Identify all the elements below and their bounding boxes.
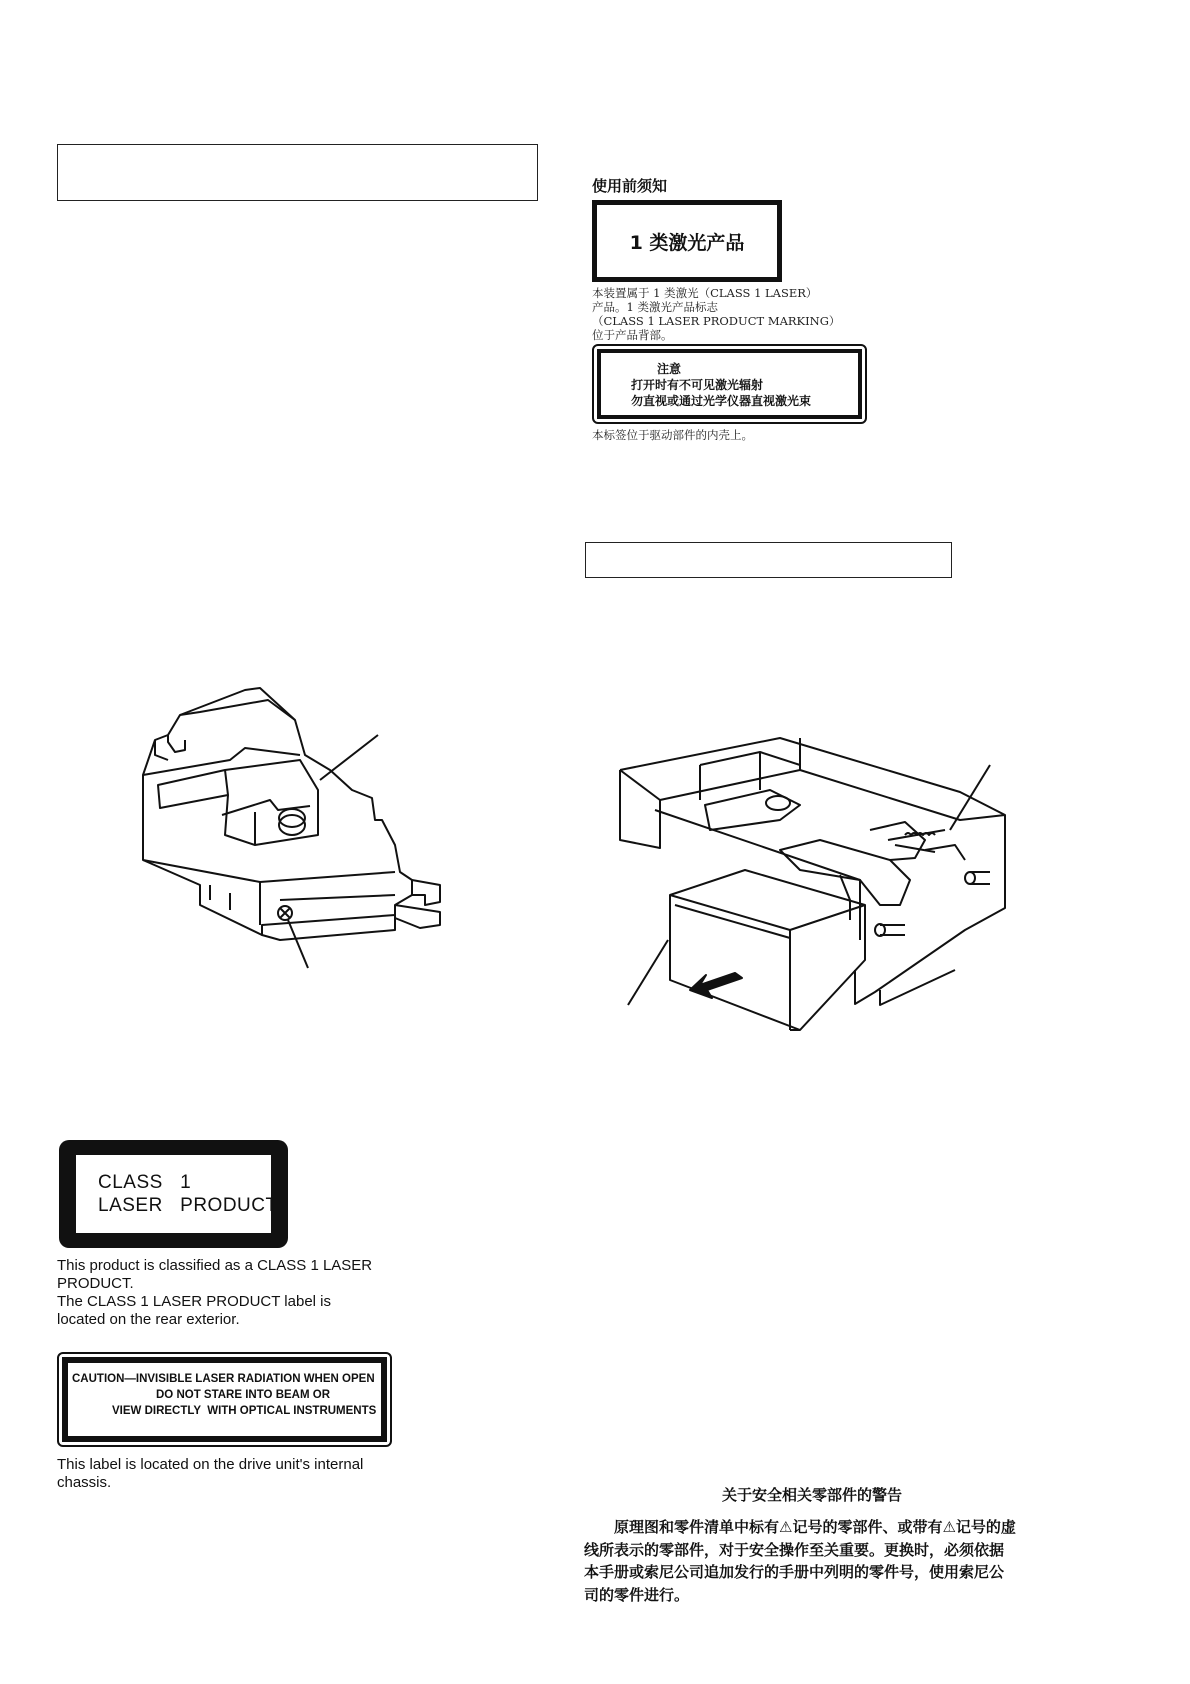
cn-warning-title: 关于安全相关零部件的警告	[722, 1486, 903, 1504]
en-caution-line: DO NOT STARE INTO BEAM OR	[156, 1389, 330, 1401]
en-caution-line: CAUTION—INVISIBLE LASER RADIATION WHEN OPEN	[72, 1373, 375, 1385]
cn-warning-body-line: 司的零件进行。	[584, 1585, 690, 1604]
en-class1-note-line: The CLASS 1 LASER PRODUCT label is	[57, 1293, 331, 1310]
en-class1-note-line: This product is classified as a CLASS 1 LASER	[57, 1257, 373, 1274]
cn-class1-note-line: 产品。1 类激光产品标志	[592, 300, 718, 314]
cn-notice-heading: 使用前须知	[592, 177, 668, 195]
cn-class1-label-text: 1 类激光产品	[629, 231, 745, 254]
cn-class1-note-line: 位于产品背部。	[592, 328, 673, 342]
cn-class1-note-line: 本装置属于 1 类激光（CLASS 1 LASER）	[592, 286, 818, 300]
cn-caution-note: 本标签位于驱动部件的内壳上。	[592, 428, 753, 442]
cn-caution-line: 勿直视或通过光学仪器直视激光束	[631, 394, 812, 408]
cn-warning-body-line: 原理图和零件清单中标有⚠记号的零部件、或带有⚠记号的虚	[614, 1518, 1016, 1536]
en-class1-label	[59, 1140, 288, 1248]
en-class1-note-line: PRODUCT.	[57, 1275, 134, 1292]
cn-caution-line: 打开时有不可见激光辐射	[631, 378, 764, 392]
en-caution-note	[57, 1456, 417, 1492]
en-class1-note-line: located on the rear exterior.	[57, 1311, 240, 1328]
en-caution-note-line: This label is located on the drive unit's internal	[57, 1456, 364, 1473]
cn-class1-note-line: （CLASS 1 LASER PRODUCT MARKING）	[592, 314, 841, 328]
en-caution-label	[57, 1352, 392, 1447]
cn-warning-body-line: 本手册或索尼公司追加发行的手册中列明的零件号，使用索尼公	[584, 1563, 1005, 1581]
en-class1-label-line: LASER PRODUCT	[98, 1195, 278, 1216]
en-caution-note-line: chassis.	[57, 1474, 112, 1491]
cn-warning-body-line: 线所表示的零部件，对于安全操作至关重要。更换时，必须依据	[584, 1540, 1005, 1559]
cn-warning-body	[584, 1516, 1064, 1606]
en-caution-label-inner	[62, 1357, 387, 1442]
en-class1-label-inner	[76, 1155, 278, 1233]
en-class1-note	[57, 1257, 417, 1329]
en-class1-label-line: CLASS 1	[98, 1172, 192, 1193]
cn-caution-title: 注意	[657, 362, 682, 376]
en-caution-line: VIEW DIRECTLY WITH OPTICAL INSTRUMENTS	[112, 1405, 377, 1417]
